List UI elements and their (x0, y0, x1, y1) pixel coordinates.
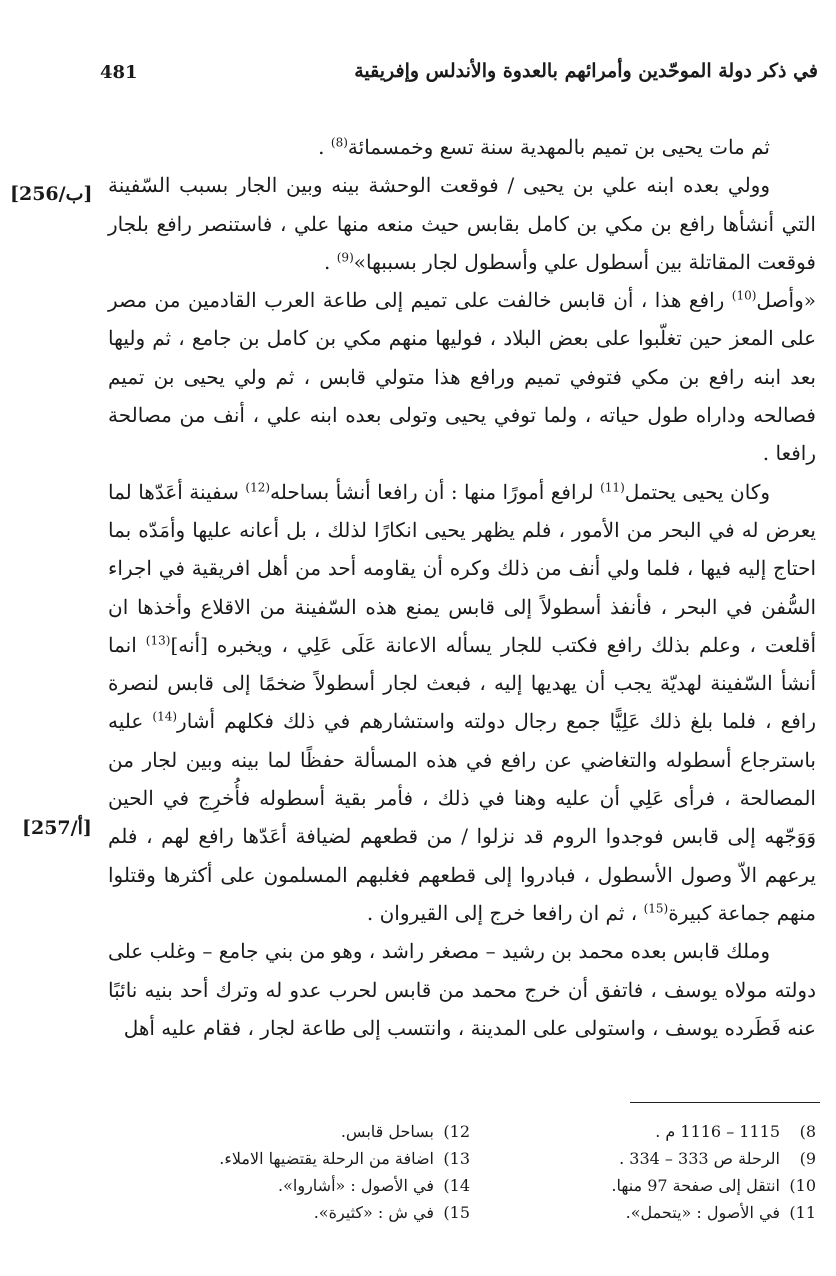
footnote-item (150, 1199, 470, 1226)
footnote-text: في ش : «كثيرة». (313, 1203, 434, 1222)
footnote-item (150, 1145, 470, 1172)
footnote-item (496, 1172, 816, 1199)
footnote-number: 12) (443, 1122, 470, 1141)
footnote-reference: (12) (245, 480, 271, 495)
footnote-text: 1115 – 1116 م . (655, 1122, 780, 1141)
body-paragraph (108, 473, 816, 933)
folio-mark-257a: [257/أ] (22, 817, 92, 839)
footnote-number: 14) (443, 1176, 470, 1195)
footnote-number: 15) (443, 1203, 470, 1222)
footnote-reference: (13) (145, 633, 171, 648)
footnote-number: 10) (789, 1176, 816, 1195)
footnote-reference: (8) (330, 135, 348, 150)
footnote-item (150, 1118, 470, 1145)
folio-mark-256b: [256/ب] (10, 183, 93, 205)
text-run: وولي بعده ابنه علي بن يحيى / فوقعت الوحشة بينه وبين الجار بسبب السّفينة التي أنشأها رافع بن مكي بن كامل بقابس حيث منعه منها علي ، فاستنصر رافع بلجار فوقعت المقاتلة بين أسطول علي وأسطول لجار بسببها» (108, 173, 816, 274)
footnote-item (496, 1199, 816, 1226)
footnote-text: في الأصول : «يتحمل». (625, 1203, 780, 1222)
text-run: سفينة أعَدّها لما يعرض له في البحر من الأمور ، فلم يظهر يحيى انكارًا لذلك ، بل أعانه عليها وأمَدّه بما احتاج إليه فيها ، فلما ولي أنف من ذلك وكره أن يقاومه أحد من أهل افريقية في اجراء السُّفن في البحر ، فأنفذ أسطولاً إلى قابس يمنع هذه السّفينة من الاقلاع وأخذها ان أقلعت ، وعلم بذلك رافع فكتب للجار يسأله الاعانة عَلَى عَلِي ، ويخبره [أنه] (108, 479, 816, 657)
footnote-item (150, 1172, 470, 1199)
body-paragraph (108, 166, 816, 281)
footnote-text: الرحلة ص 333 – 334 . (619, 1149, 780, 1168)
text-run: انما أنشأ السّفينة لهديّة يجب أن يهديها إليه ، فبعث لجار أسطولاً ضخمًا إلى قابس لنصرة رافع ، فلما بلغ ذلك عَلِيًّا جمع رجال دولته واستشارهم في ذلك فكلهم أشار (108, 632, 817, 734)
text-run: ، ثم ان رافعا خرج إلى القيروان . (366, 900, 644, 925)
body-paragraph (108, 281, 816, 472)
footnote-text: انتقل إلى صفحة 97 منها. (611, 1176, 780, 1195)
text-run: لرافع أمورًا منها : أن رافعا أنشأ بساحله (270, 479, 601, 504)
text-run: عليه باسترجاع أسطوله والتغاضي عن رافع في هذه المسألة حفظًا لما بينه وبين لجار من المصالحة ، فرأى عَلِي أن عليه وهنا في ذلك ، فأمر بقية أسطوله فأُخرِج في الحين وَوَجّهه إلى قابس فوجدوا الروم قد نزلوا / من قطعهم لضيافة أعَدّها رافع لهم ، فلم يرعهم الاّ وصول الأسطول ، فبادروا إلى قطعهم فغلبهم المسلمون على أكثرها وقتلوا منهم جماعة كبيرة (108, 709, 816, 925)
footnote-reference: (10) (731, 288, 757, 303)
footnote-number: 9) (799, 1149, 816, 1168)
body-paragraph (108, 932, 816, 1047)
footnote-text: في الأصول : «أشاروا». (278, 1176, 434, 1195)
footnotes-left-column (150, 1118, 470, 1226)
text-run: . (318, 135, 331, 159)
footnote-reference: (14) (152, 709, 178, 724)
footnote-number: 8) (799, 1122, 816, 1141)
footnote-text: اضافة من الرحلة يقتضيها الاملاء. (219, 1149, 434, 1168)
text-run: وملك قابس بعده محمد بن رشيد – مصغر راشد ، وهو من بني جامع – وغلب على دولته مولاه يوسف ، فاتفق أن خرج محمد من قابس لحرب عدو له وترك أحد بنيه نائبًا عنه فَطَرده يوسف ، واستولى على المدينة ، وانتسب إلى طاعة لجار ، فقام عليه أهل (108, 939, 816, 1040)
footnote-number: 13) (443, 1149, 470, 1168)
footnote-reference: (9) (336, 250, 354, 265)
footnote-text: بساحل قابس. (340, 1122, 434, 1141)
page-number: 481 (100, 62, 138, 83)
footnote-reference: (15) (643, 901, 669, 916)
page-header (100, 60, 818, 94)
text-run: رافع هذا ، أن قابس خالفت على تميم إلى طاعة العرب القادمين من مصر على المعز حين تغلّبوا على بعض البلاد ، فوليها منهم مكي بن كامل بن جامع ، ثم وليها بعد ابنه رافع بن مكي فتوفي تميم ورافع هذا متولي قابس ، ثم ولي يحيى بن تميم فصالحه وداراه طول حياته ، ولما توفي يحيى وتولى بعده ابنه علي ، أنف من مصالحة رافعا . (108, 288, 817, 466)
footnotes-right-column (496, 1118, 816, 1226)
footnote-item (496, 1118, 816, 1145)
text-run: . (324, 249, 337, 274)
text-run: وكان يحيى يحتمل (624, 479, 770, 504)
body-text (108, 128, 816, 1047)
running-title: في ذكر دولة الموحّدين وأمرائهم بالعدوة والأندلس وإفريقية (354, 60, 818, 82)
text-run: ثم مات يحيى بن تميم بالمهدية سنة تسع وخمسمائة (347, 135, 770, 159)
text-run: «وأصل (756, 288, 816, 313)
footnote-number: 11) (789, 1203, 816, 1222)
footnote-reference: (11) (600, 480, 625, 495)
footnote-separator (630, 1102, 820, 1103)
body-paragraph (108, 128, 816, 166)
footnote-item (496, 1145, 816, 1172)
